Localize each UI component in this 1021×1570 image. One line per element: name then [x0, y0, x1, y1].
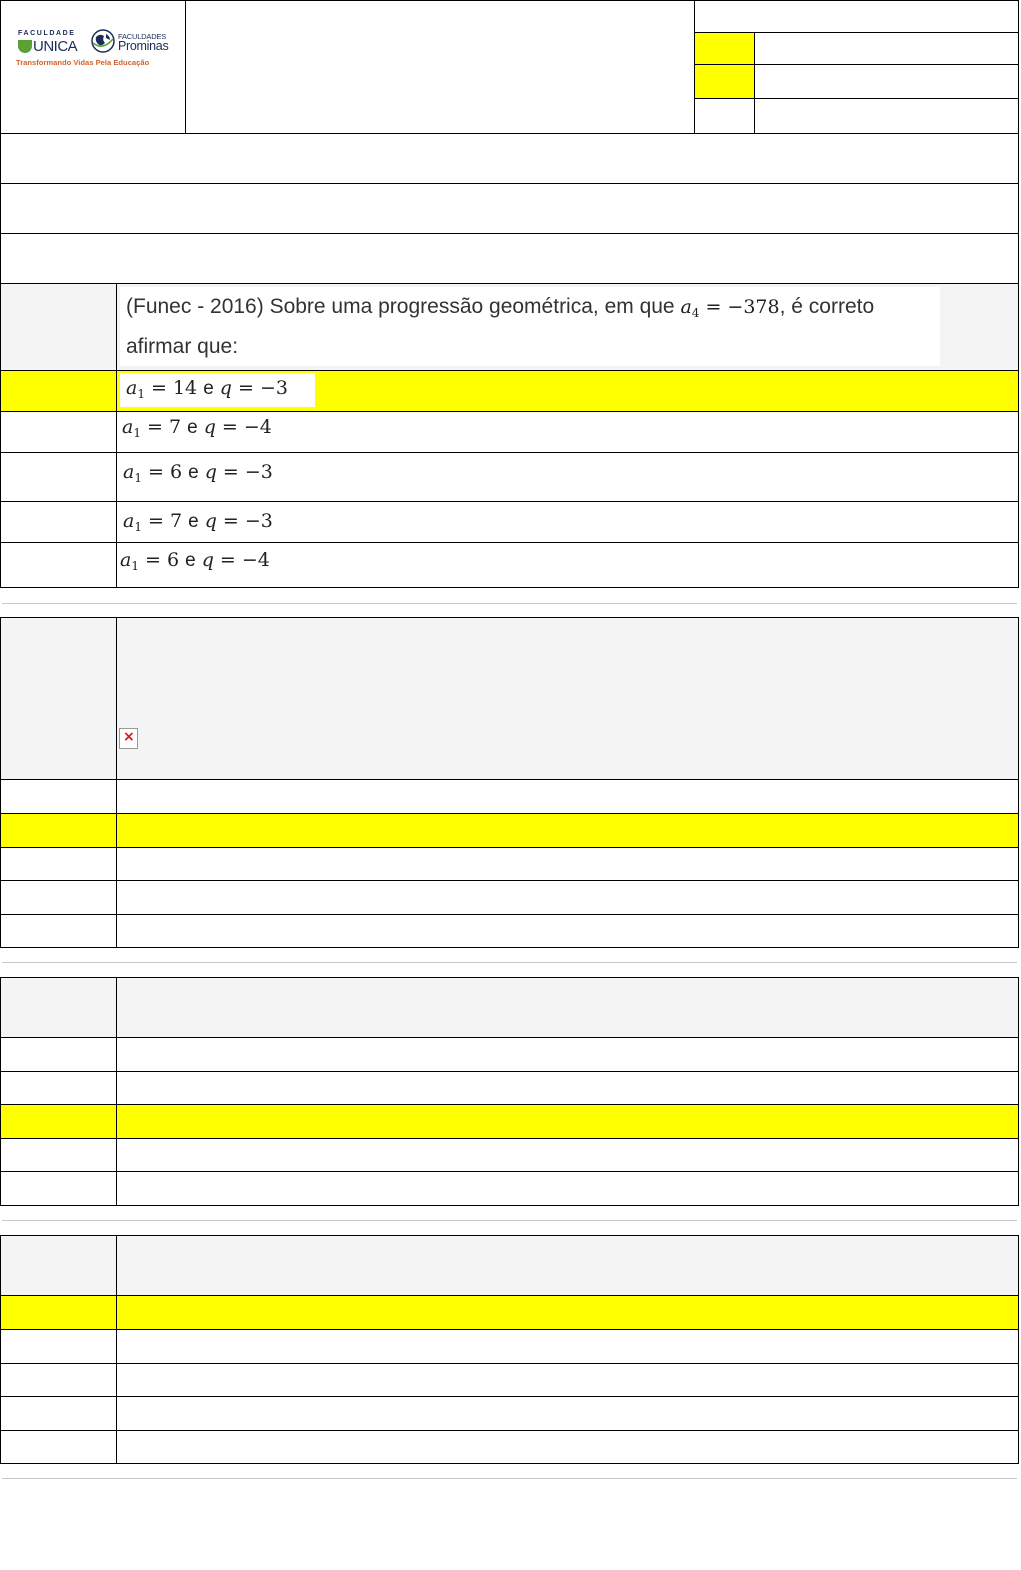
question-stem-cell — [116, 617, 1019, 780]
header-info-value-1 — [754, 32, 1019, 65]
header-info-top-cell — [694, 0, 1019, 33]
header-row-1 — [0, 133, 1019, 184]
option-b-text: $a_1 = 7$ e q = −4 — [122, 416, 272, 440]
institution-logo — [14, 28, 179, 72]
option-letter-cell[interactable] — [0, 1329, 117, 1364]
option-letter-cell[interactable] — [0, 1104, 117, 1139]
stem-text: (Funec - 2016) Sobre uma progressão geométrica, em que — [126, 295, 681, 318]
option-letter-cell[interactable] — [0, 1363, 117, 1397]
header-info-label-3 — [694, 98, 755, 134]
option-letter-cell[interactable] — [0, 914, 117, 948]
option-e[interactable] — [116, 1171, 1019, 1206]
option-b[interactable] — [116, 1329, 1019, 1364]
question-separator — [2, 603, 1017, 604]
stem-math: $a_4 = -378$ — [680, 296, 780, 320]
option-d-text: $a_1 = 7$ e q = −3 — [123, 510, 273, 534]
question-stem-cell — [116, 1235, 1019, 1296]
option-letter-cell[interactable] — [0, 411, 117, 453]
option-d[interactable] — [116, 880, 1019, 915]
question-separator — [2, 962, 1017, 963]
broken-image-glyph: × — [123, 729, 135, 745]
option-letter-cell[interactable] — [0, 542, 117, 588]
option-letter-cell[interactable] — [0, 779, 117, 814]
header-row-3 — [0, 233, 1019, 284]
logo-faculdades-label: FACULDADES — [118, 32, 167, 41]
option-letter-cell[interactable] — [0, 1295, 117, 1330]
broken-image-icon — [119, 728, 138, 749]
question-stem-cell — [116, 977, 1019, 1038]
option-b-correct[interactable] — [116, 813, 1019, 848]
option-e[interactable] — [116, 1430, 1019, 1464]
logo-faculdade-label: FACULDADE — [18, 30, 76, 37]
option-c[interactable] — [116, 847, 1019, 881]
option-a-correct[interactable] — [116, 1295, 1019, 1330]
option-letter-cell[interactable] — [0, 813, 117, 848]
header-info-value-3 — [754, 98, 1019, 134]
stem-suffix: , é correto — [779, 295, 875, 318]
option-letter-cell[interactable] — [0, 1396, 117, 1431]
option-c-text: $a_1 = 6$ e q = −3 — [123, 461, 273, 485]
unica-shield-icon — [18, 40, 32, 53]
question-stem-box — [120, 287, 940, 366]
option-a[interactable] — [116, 1037, 1019, 1072]
header-info-label-2 — [694, 64, 755, 99]
option-letter-cell[interactable] — [0, 1037, 117, 1072]
logo-tagline: Transformando Vidas Pela Educação — [16, 58, 150, 67]
option-d[interactable] — [116, 1138, 1019, 1172]
globe-icon — [91, 29, 115, 53]
question-separator — [2, 1220, 1017, 1221]
option-letter-cell[interactable] — [0, 1071, 117, 1105]
logo-prominas-wordmark: Prominas — [118, 39, 169, 53]
option-a[interactable] — [116, 779, 1019, 814]
option-letter-cell[interactable] — [0, 847, 117, 881]
question-separator — [2, 1478, 1017, 1479]
header-info-value-2 — [754, 64, 1019, 99]
option-e[interactable] — [116, 914, 1019, 948]
header-title-cell — [185, 0, 695, 134]
option-letter-cell[interactable] — [0, 370, 117, 412]
header-info-label-1 — [694, 32, 755, 65]
option-c[interactable] — [116, 1363, 1019, 1397]
question-stem-line-2: afirmar que: — [126, 335, 239, 358]
logo-unica-wordmark: UNICA — [33, 38, 78, 55]
option-letter-cell[interactable] — [0, 1138, 117, 1172]
option-a-text: $a_1 = 14$ e q = −3 — [120, 373, 315, 407]
option-letter-cell[interactable] — [0, 1430, 117, 1464]
option-letter-cell[interactable] — [0, 452, 117, 502]
option-d[interactable] — [116, 1396, 1019, 1431]
question-number-cell — [0, 1235, 117, 1296]
option-b[interactable] — [116, 1071, 1019, 1105]
question-number-cell — [0, 617, 117, 780]
option-letter-cell[interactable] — [0, 880, 117, 915]
question-number-cell — [0, 283, 117, 371]
header-row-2 — [0, 183, 1019, 234]
option-letter-cell[interactable] — [0, 501, 117, 543]
option-letter-cell[interactable] — [0, 1171, 117, 1206]
option-e-text: $a_1 = 6$ e q = −4 — [120, 549, 270, 573]
question-stem — [126, 287, 874, 333]
question-number-cell — [0, 977, 117, 1038]
option-c-correct[interactable] — [116, 1104, 1019, 1139]
